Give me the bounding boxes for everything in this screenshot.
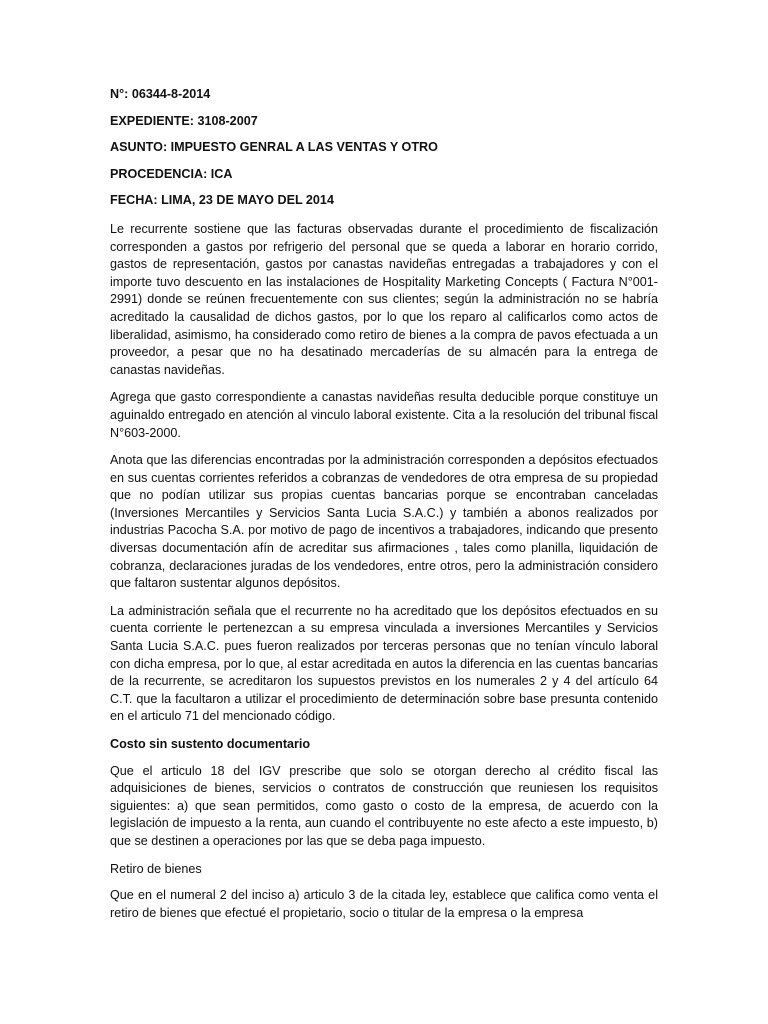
document-page [110,86,658,932]
paragraph-articulo-18: Que el articulo 18 del IGV prescribe que solo se otorgan derecho al crédito fiscal las adquisiciones de bienes, servicios o contratos de construcción que reuniesen los requisitos siguientes: a) que sean permitidos, como gasto o costo de la empresa, de acuerdo con la legislación de impuesto a la renta, aun cuando el contribuyente no este afecto a este impuesto, b) que se destinen a operaciones por las que se deba paga impuesto. [110,763,658,848]
paragraph-anota: Anota que las diferencias encontradas por la administración corresponden a depósitos efectuados en sus cuentas corrientes referidos a cobranzas de vendedores de otra empresa de su propiedad que no podían utilizar sus propias cuentas bancarias porque se encontraban canceladas (Inversiones Mercantiles y Servicios Santa Lucia S.A.C.) y también a abonos realizados por industrias Pacocha S.A. por motivo de pago de incentivos a trabajadores, indicando que presento diversas documentación afín de acreditar sus afirmaciones , tales como planilla, liquidación de cobranza, declaraciones juradas de los vendedores, entre otros, pero la administración considero que faltaron sustentar algunos depósitos. [110,453,658,591]
paragraph-numeral-2: Que en el numeral 2 del inciso a) articulo 3 de la citada ley, establece que califica como venta el retiro de bienes que efectué el propietario, socio o titular de la empresa o la empresa [110,888,658,920]
expediente-line: EXPEDIENTE: 3108-2007 [110,113,258,128]
asunto-line: ASUNTO: IMPUESTO GENRAL A LAS VENTAS Y OTRO [110,140,438,155]
paragraph-recurrente: Le recurrente sostiene que las facturas observadas durante el procedimiento de fiscalización corresponden a gastos por refrigerio del personal que se queda a laborar en horario corrido, gastos de representación, gastos por canastas navideñas entregadas a trabajadores y con el importe tuvo descuento en las instalaciones de Hospitality Marketing Concepts ( Factura N°001-2991) donde se reúnen frecuentemente con sus clientes; según la administración no se habría acreditado la causalidad de dichos gastos, por lo que los reparo al calificarlos como actos de liberalidad, asimismo, ha considerado como retiro de bienes a la compra de pavos efectuada a un proveedor, a pesar que no ha desatinado mercaderías de su almacén para la entrega de canastas navideñas. [110,221,658,377]
procedencia-line: PROCEDENCIA: ICA [110,166,233,181]
paragraph-agrega: Agrega que gasto correspondiente a canastas navideñas resulta deducible porque constituye un aguinaldo entregado en atención al vinculo laboral existente. Cita a la resolución del tribunal fiscal N°603-2000. [110,390,658,440]
section-heading-retiro: Retiro de bienes [110,861,202,876]
document-number: N°: 06344-8-2014 [110,87,211,101]
paragraph-administracion: La administración señala que el recurrente no ha acreditado que los depósitos efectuados en su cuenta corriente le pertenezcan a su empresa vinculada a inversiones Mercantiles y Servicios Santa Lucia S.A.C. pues fueron realizados por terceras personas que no tenían vínculo laboral con dicha empresa, por lo que, al estar acreditada en autos la diferencia en las cuentas bancarias de la recurrente, se acreditaron los supuestos previstos en los numerales 2 y 4 del artículo 64 C.T. que la facultaron a utilizar el procedimiento de determinación sobre base presunta contenido en el articulo 71 del mencionado código. [110,603,658,724]
fecha-line: FECHA: LIMA, 23 DE MAYO DEL 2014 [110,193,334,208]
section-heading-costo: Costo sin sustento documentario [110,737,311,751]
